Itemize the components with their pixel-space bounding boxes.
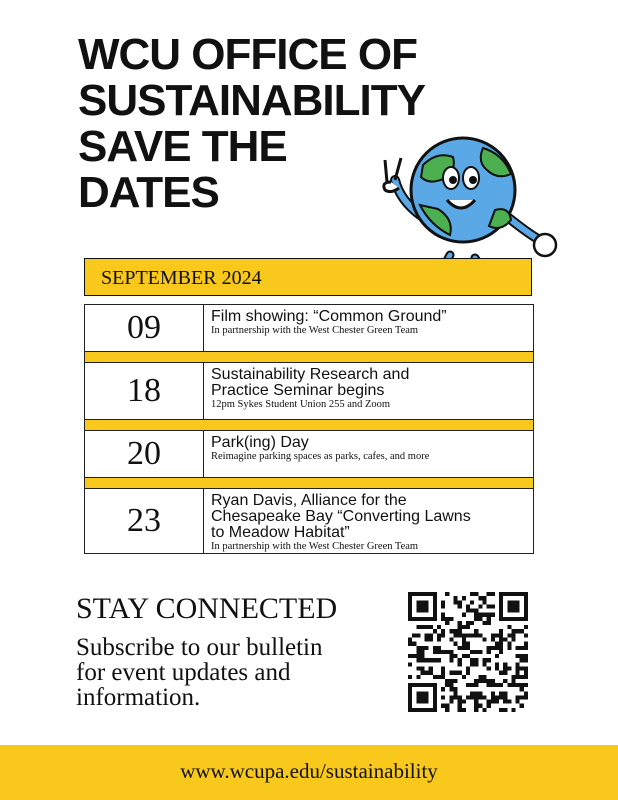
month-label: SEPTEMBER 2024: [101, 267, 262, 289]
event-title: Practice Seminar begins: [211, 382, 385, 399]
row-divider: [84, 352, 534, 362]
month-header: [84, 258, 532, 296]
event-info: [204, 305, 453, 351]
footer-bar: [0, 745, 618, 800]
event-title: Ryan Davis, Alliance for the: [211, 492, 407, 509]
event-info: [204, 363, 415, 419]
event-title: to Meadow Habitat”: [211, 524, 350, 541]
subscribe-line: Subscribe to our bulletin: [76, 634, 323, 661]
event-day: 09: [85, 305, 204, 351]
event-day: 23: [85, 489, 204, 553]
stay-connected-heading: STAY CONNECTED: [76, 592, 338, 625]
event-subtitle: 12pm Sykes Student Union 255 and Zoom: [211, 399, 391, 410]
subscribe-text: [76, 635, 406, 710]
website-link[interactable]: www.wcupa.edu/sustainability: [180, 759, 438, 783]
event-row: [84, 488, 534, 554]
event-title: Film showing: “Common Ground”: [211, 308, 447, 325]
event-row: [84, 304, 534, 352]
event-title: Sustainability Research and: [211, 366, 410, 383]
event-info: [204, 431, 435, 477]
event-day: 20: [85, 431, 204, 477]
title-line: WCU OFFICE OF: [78, 30, 417, 79]
subscribe-line: information.: [76, 684, 201, 711]
event-title: Park(ing) Day: [211, 434, 309, 451]
event-subtitle: In partnership with the West Chester Green Team: [211, 325, 419, 336]
event-row: [84, 430, 534, 478]
event-info: [204, 489, 477, 553]
subscribe-line: for event updates and: [76, 659, 291, 686]
event-day: 18: [85, 363, 204, 419]
event-subtitle: Reimagine parking spaces as parks, cafes, and more: [211, 451, 430, 462]
event-title: Chesapeake Bay “Converting Lawns: [211, 508, 471, 525]
title-line: SUSTAINABILITY: [78, 76, 425, 125]
event-list: [84, 304, 534, 554]
qr-code-icon[interactable]: [408, 592, 528, 712]
event-subtitle: In partnership with the West Chester Green Team: [211, 541, 419, 552]
title-line: SAVE THE: [78, 122, 287, 171]
row-divider: [84, 420, 534, 430]
event-row: [84, 362, 534, 420]
title-line: DATES: [78, 168, 219, 217]
row-divider: [84, 478, 534, 488]
